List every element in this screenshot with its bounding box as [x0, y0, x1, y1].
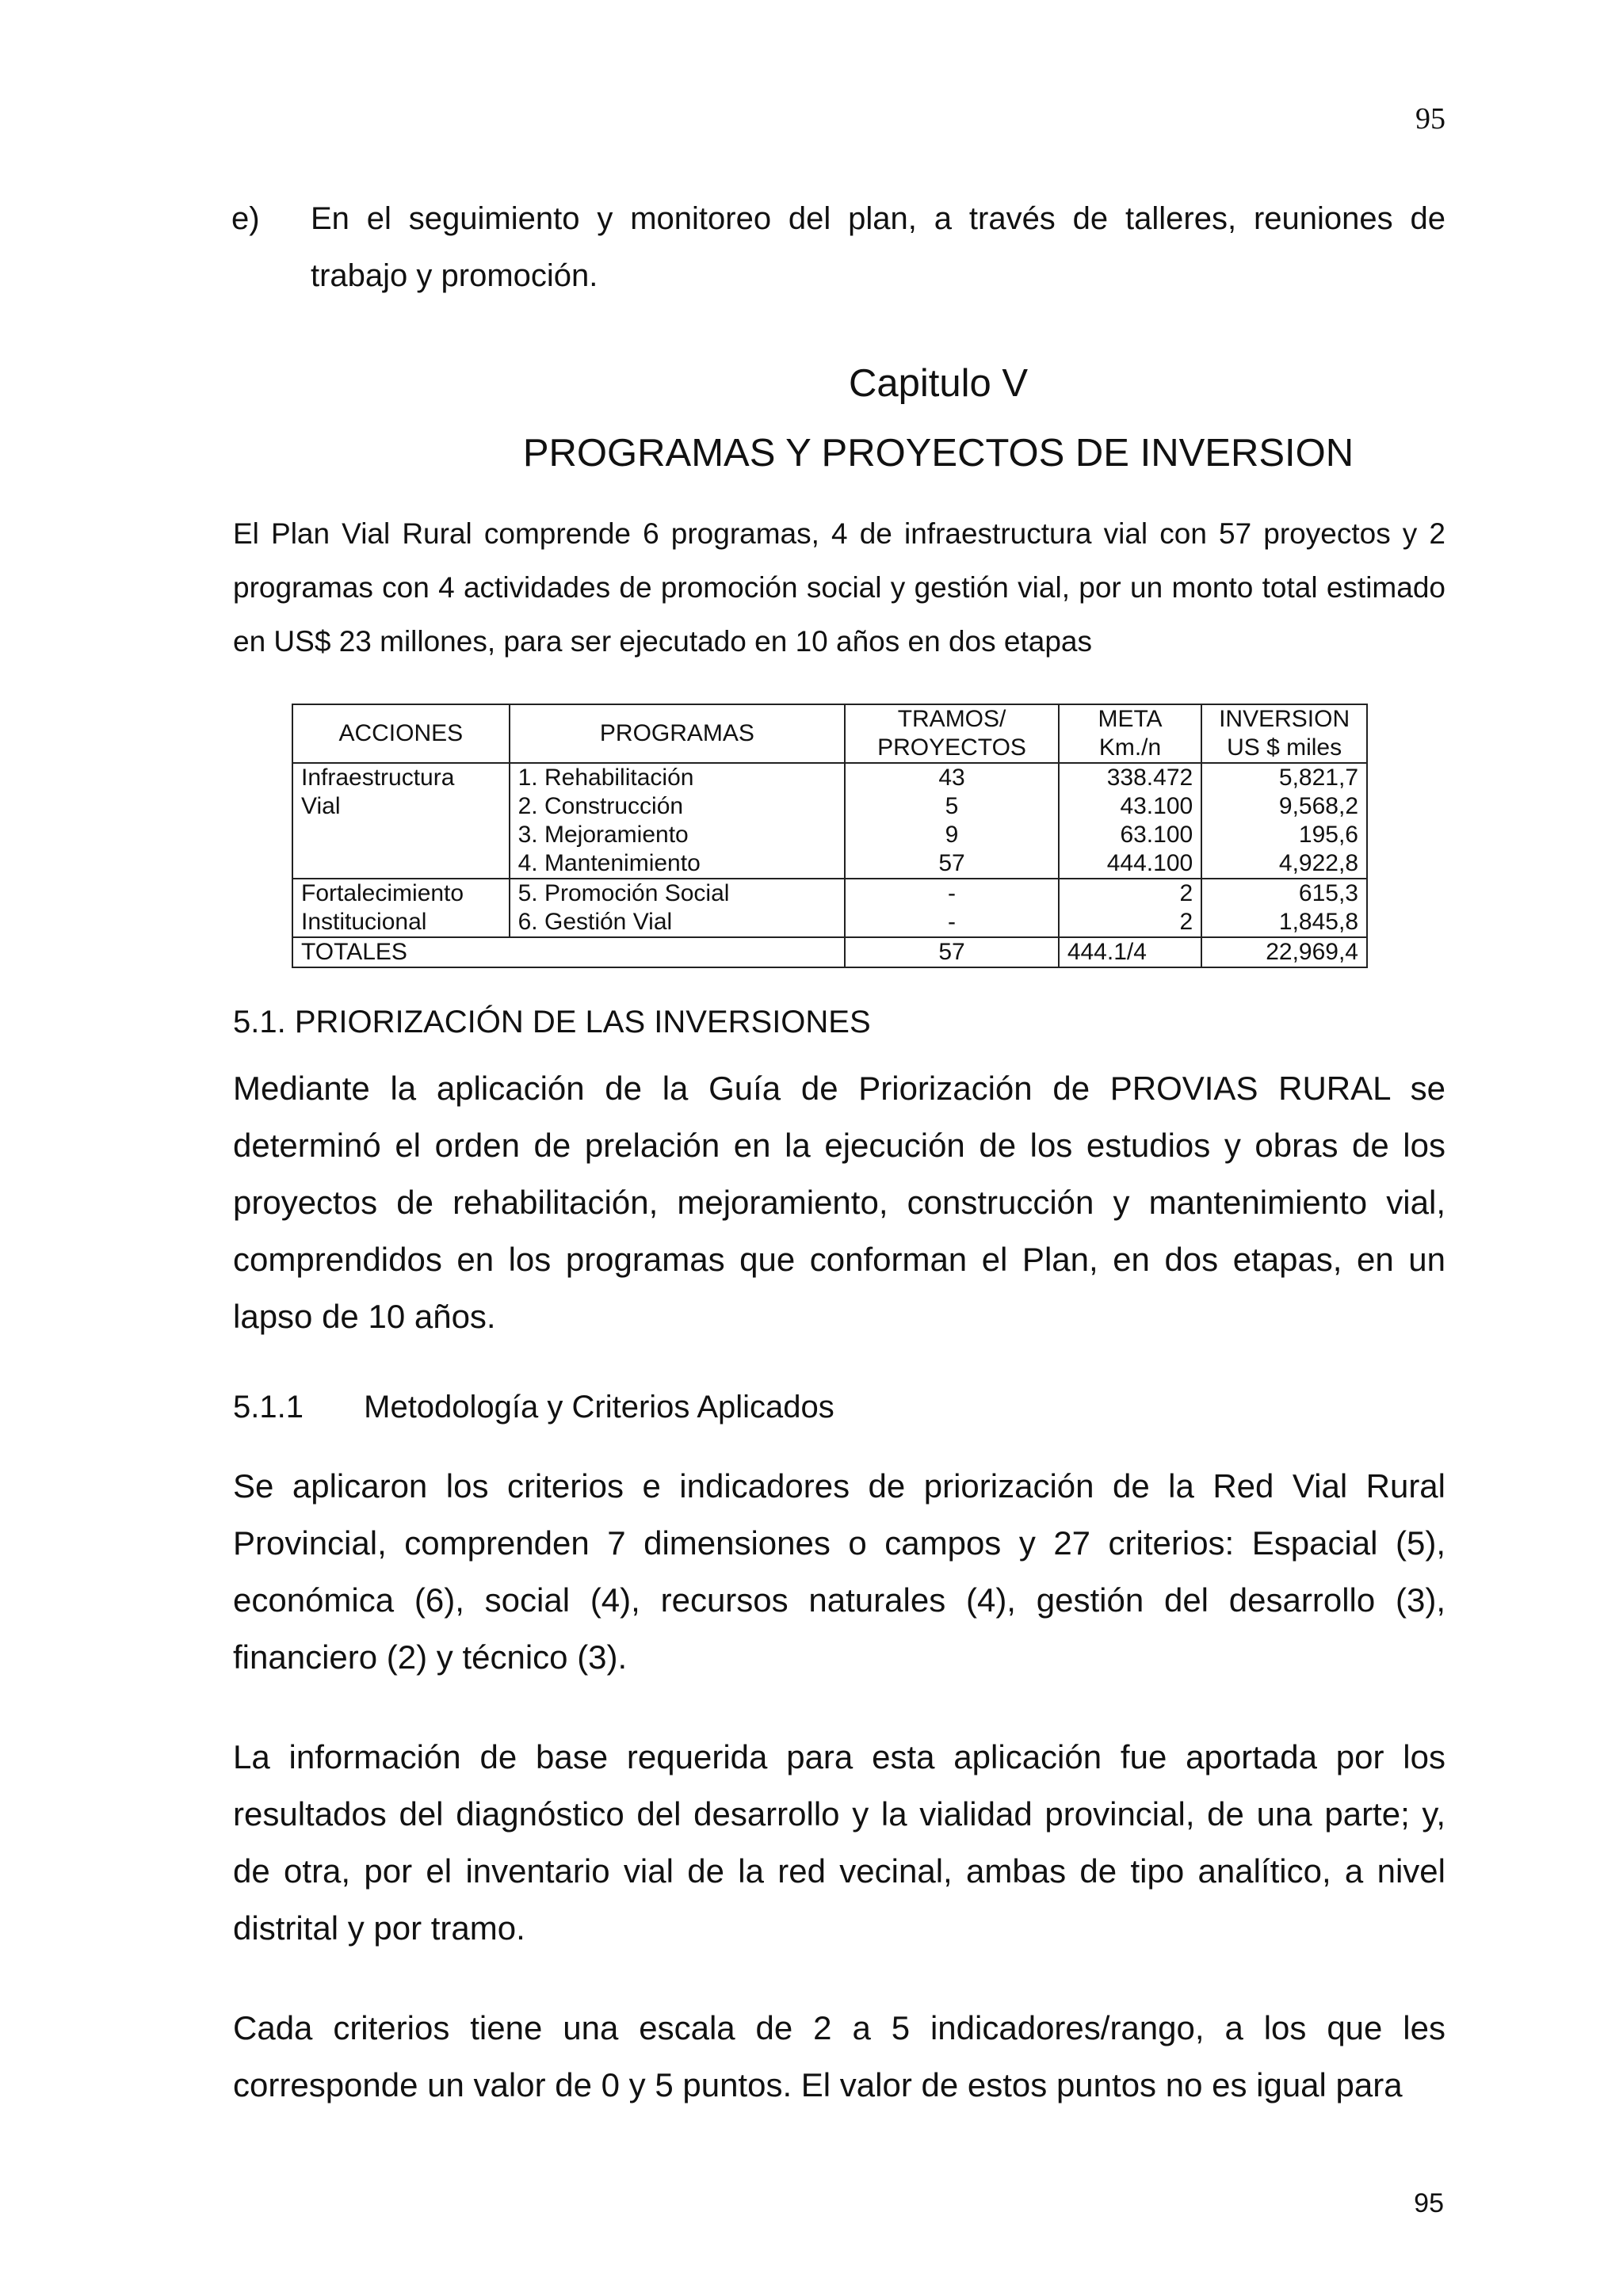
cell-inversion: 195,6	[1201, 821, 1367, 849]
cell-accion	[292, 821, 510, 849]
cell-accion: Fortalecimiento	[292, 879, 510, 908]
list-item-e	[231, 190, 1445, 304]
table-row	[292, 763, 1367, 792]
cell-meta: 444.100	[1059, 849, 1201, 879]
totals-inversion: 22,969,4	[1201, 937, 1367, 967]
header-meta	[1059, 704, 1201, 763]
cell-tramos: -	[845, 879, 1059, 908]
cell-meta: 43.100	[1059, 792, 1201, 821]
subsection-title: Metodología y Criterios Aplicados	[364, 1390, 834, 1425]
table-row	[292, 908, 1367, 937]
list-item-text: En el seguimiento y monitoreo del plan, a través de talleres, reuniones de trabajo y promoción.	[311, 201, 1445, 293]
cell-inversion: 4,922,8	[1201, 849, 1367, 879]
cell-tramos: -	[845, 908, 1059, 937]
totals-row	[292, 937, 1367, 967]
intro-paragraph: El Plan Vial Rural comprende 6 programas, 4 de infraestructura vial con 57 proyectos y 2 programas con 4 actividades de promoción social y gestión vial, por un monto total estimado en US$ 23 millones, para ser ejecutado en 10 años en dos etapas	[233, 517, 1445, 658]
cell-inversion: 615,3	[1201, 879, 1367, 908]
cell-programa: 1. Rehabilitación	[510, 763, 846, 792]
header-meta-line1: META	[1098, 706, 1163, 732]
section-5-1-paragraph: Mediante la aplicación de la Guía de Priorización de PROVIAS RURAL se determinó el orden de prelación en la ejecución de los estudios y obras de los proyectos de rehabilitación, mejoramiento, construcción y mantenimiento vial, comprendidos en los programas que conforman el Plan, en dos etapas, en un lapso de 10 años.	[233, 1070, 1445, 1335]
criteria-paragraph: Se aplicaron los criterios e indicadores de priorización de la Red Vial Rural Provincial, comprenden 7 dimensiones o campos y 27 criterios: Espacial (5), económica (6), social (4), recursos naturales (4), gestión del desarrollo (3), financiero (2) y técnico (3).	[233, 1467, 1445, 1676]
page-number-bottom: 95	[1414, 2188, 1444, 2218]
cell-meta: 2	[1059, 879, 1201, 908]
header-acciones: ACCIONES	[292, 704, 510, 763]
table-header-row	[292, 704, 1367, 763]
totals-meta: 444.1/4	[1059, 937, 1201, 967]
cell-inversion: 9,568,2	[1201, 792, 1367, 821]
header-meta-line2: Km./n	[1098, 734, 1162, 761]
cell-accion: Infraestructura	[292, 763, 510, 792]
header-inversion	[1201, 704, 1367, 763]
header-tramos-line1: TRAMOS/	[897, 706, 1006, 732]
cell-tramos: 5	[845, 792, 1059, 821]
cell-meta: 2	[1059, 908, 1201, 937]
cell-accion: Vial	[292, 792, 510, 821]
investment-table	[292, 704, 1368, 968]
list-marker: e)	[231, 201, 260, 236]
header-inversion-line2: US $ miles	[1227, 734, 1342, 761]
header-inversion-line1: INVERSION	[1219, 706, 1350, 732]
section-number: 5.1.	[233, 1005, 286, 1039]
totals-tramos: 57	[845, 937, 1059, 967]
chapter-number: Capitulo V	[848, 362, 1029, 405]
subsection-number: 5.1.1	[233, 1390, 304, 1425]
cell-inversion: 5,821,7	[1201, 763, 1367, 792]
table-row	[292, 792, 1367, 821]
cell-programa: 4. Mantenimiento	[510, 849, 846, 879]
header-tramos-line2: PROYECTOS	[877, 734, 1026, 761]
cell-programa: 5. Promoción Social	[510, 879, 846, 908]
section-heading-5-1-1	[233, 1390, 834, 1425]
section-heading-5-1	[233, 1005, 871, 1040]
cell-tramos: 57	[845, 849, 1059, 879]
page-number-top: 95	[1415, 102, 1445, 135]
cell-accion	[292, 849, 510, 879]
section-title: PRIORIZACIÓN DE LAS INVERSIONES	[294, 1005, 871, 1039]
base-info-paragraph: La información de base requerida para esta aplicación fue aportada por los resultados del diagnóstico del desarrollo y la vialidad provincial, de una parte; y, de otra, por el inventario vial de la red vecinal, ambas de tipo analítico, a nivel distrital y por tramo.	[233, 1738, 1445, 1947]
cell-meta: 63.100	[1059, 821, 1201, 849]
scale-paragraph: Cada criterios tiene una escala de 2 a 5 indicadores/rango, a los que les corresponde un valor de 0 y 5 puntos. El valor de estos puntos no es igual para	[233, 2009, 1445, 2103]
cell-programa: 6. Gestión Vial	[510, 908, 846, 937]
cell-programa: 3. Mejoramiento	[510, 821, 846, 849]
cell-tramos: 9	[845, 821, 1059, 849]
header-programas: PROGRAMAS	[510, 704, 846, 763]
cell-tramos: 43	[845, 763, 1059, 792]
cell-accion: Institucional	[292, 908, 510, 937]
cell-meta: 338.472	[1059, 763, 1201, 792]
header-tramos	[845, 704, 1059, 763]
table-row	[292, 821, 1367, 849]
cell-programa: 2. Construcción	[510, 792, 846, 821]
totals-label: TOTALES	[292, 937, 845, 967]
cell-inversion: 1,845,8	[1201, 908, 1367, 937]
table-row	[292, 879, 1367, 908]
table-row	[292, 849, 1367, 879]
chapter-title: PROGRAMAS Y PROYECTOS DE INVERSION	[522, 432, 1354, 475]
